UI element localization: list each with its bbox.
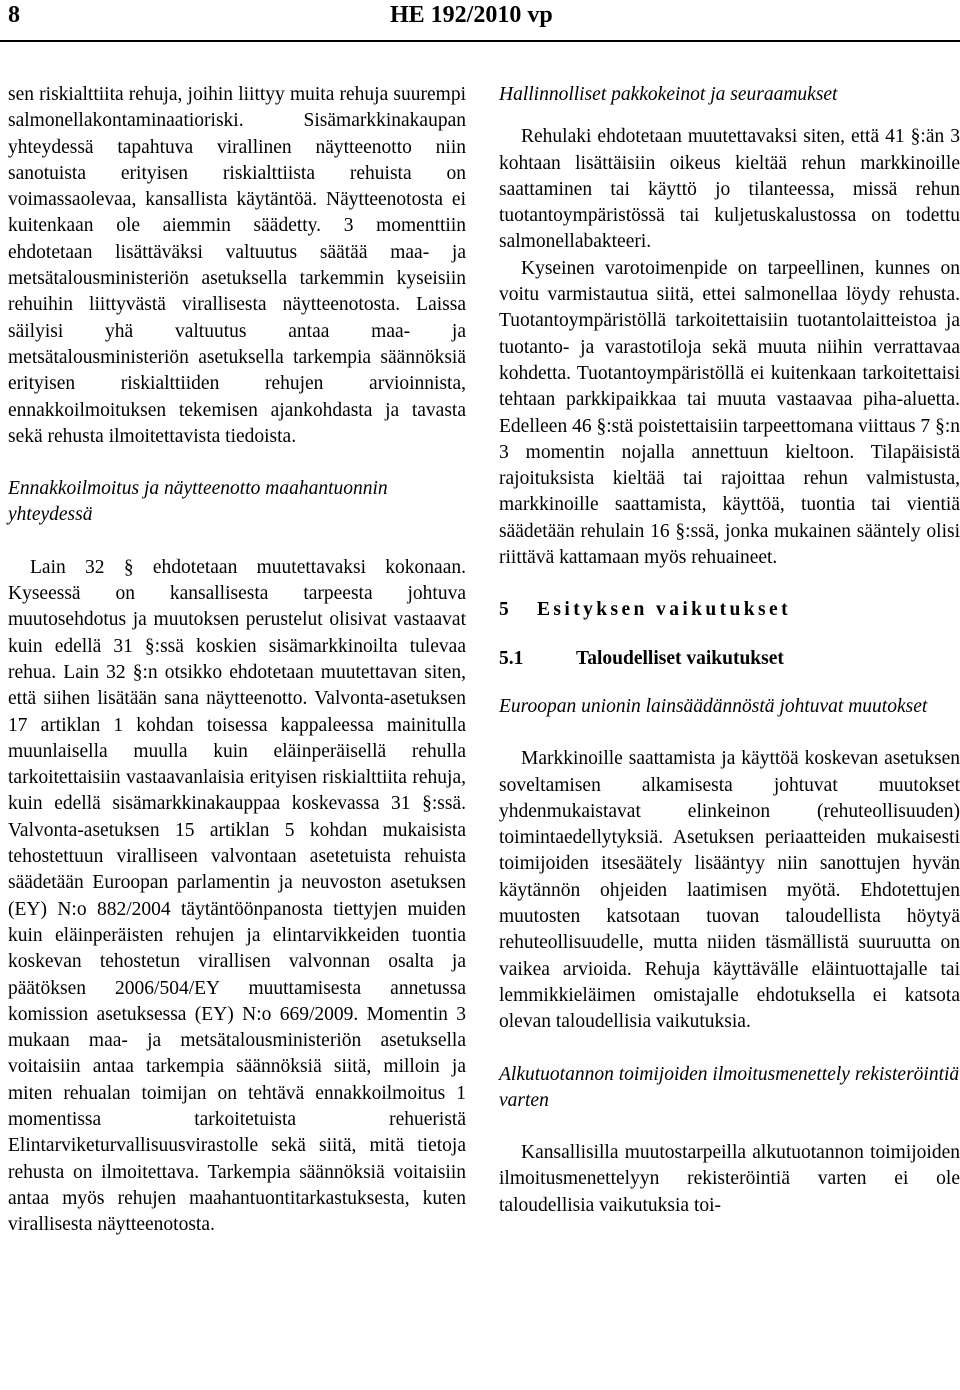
subsection-title: Taloudelliset vaikutukset (576, 647, 784, 669)
header-rule (0, 40, 960, 42)
page-number: 8 (8, 2, 20, 28)
paragraph: Rehulaki ehdotetaan muutettavaksi siten, että 41 §:än 3 kohtaan lisättäisiin oikeus kieltää rehun markkinoille saattaminen tai käyttö jo tilanteessa, missä rehun tuotantoympäristössä tai kuljetuskalustossa on todettu salmonellabakteeri. (499, 126, 960, 253)
subheading: Ennakkoilmoitus ja näytteenotto maahantuonnin yhteydessä (8, 478, 388, 526)
paragraph: Kyseinen varotoimenpide on tarpeellinen, kunnes on voitu varmistautua siitä, ettei salmonellaa löydy rehusta. Tuotantoympäristöllä tarkoitettaisiin tuotantolaitteistoa ja tuotanto- ja varastotiloja sekä muuta niihin verrattavaa kohdetta. Tuotantoympäristöllä ei kuitenkaan tarkoitettaisi tehtaan parkkipaikkaa tai muuta vastaavaa piha-aluetta. Edelleen 46 §:stä poistettaisiin tarpeettomana viittaus 7 §:n 3 momentin nojalla annettuun kieltoon. Tilapäisistä rajoituksista kieltää tai rajoittaa rehun valmistusta, markkinoille saattamista, käyttöä, tuontia tai vientiä säädetään rehulain 16 §:ssä, jonka mukainen sääntely olisi riittävä kattamaan myös rehuaineet. (499, 257, 960, 569)
paragraph: Kansallisilla muutostarpeilla alkutuotannon toimijoiden ilmoitusmenettelyyn rekisteröintiä varten ei ole taloudellisia vaikutuksia toi- (499, 1142, 960, 1216)
subheading: Euroopan unionin lainsäädännöstä johtuvat muutokset (499, 695, 928, 717)
right-column (499, 82, 960, 1219)
paragraph: Lain 32 § ehdotetaan muutettavaksi kokonaan. Kyseessä on kansallisesta tarpeesta johtuva muutosehdotus ja muutoksen perustelut olisivat vastaavat kuin edellä 31 §:ssä koskien sisämarkkinoilta tulevaa rehua. Lain 32 §:n otsikko ehdotetaan muutettavan siten, että siihen lisätään sana näytteenotto. Valvonta-asetuksen 17 artiklan 1 kohdan toisessa kappaleessa mainitulla muunlaisella muulla kuin eläinperäisellä rehulla tarkoitettaisiin vastaavanlaisia erityisen riskialttiita rehuja, kuin edellä sisämarkkinakauppaa koskevassa 31 §:ssä. Valvonta-asetuksen 15 artiklan 5 kohdan mukaisista tehostettuun viralliseen valvontaan asetetuista rehuista säädetään Euroopan parlamentin ja neuvoston asetuksen (EY) N:o 882/2004 täytäntöönpanosta tiettyjen muiden kuin eläinperäisten rehujen ja elintarvikkeiden tuontia koskevan tehostetun virallisen valvonnan osalta ja päätöksen 2006/504/EY muuttamisesta annetussa komission asetuksessa (EY) N:o 669/2009. Momentin 3 mukaan maa- ja metsätalousministeriön asetuksella voitaisiin antaa tarkempia säännöksiä siitä, milloin ja miten rehualan toimijan on tehtävä ennakkoilmoitus 1 momentissa tarkoitetuista rehueristä Elintarviketurvallisuusvirastolle sekä siitä, mitä tietoja rehusta on ilmoitettava. Tarkempia säännöksiä voitaisiin antaa myös rehujen maahantuontitarkastuksesta, kuten virallisesta näytteenotosta. (8, 556, 466, 1236)
page-header (0, 0, 960, 40)
document-id: HE 192/2010 vp (390, 2, 553, 28)
section-title: Esityksen vaikutukset (536, 599, 791, 621)
section-number: 5 (499, 599, 513, 621)
subheading: Hallinnolliset pakkokeinot ja seuraamukset (499, 84, 838, 105)
left-column (8, 82, 466, 1238)
subheading: Alkutuotannon toimijoiden ilmoitusmenettely rekisteröintiä varten (499, 1063, 960, 1111)
section-heading (499, 597, 960, 623)
subsection-number: 5.1 (499, 647, 524, 669)
paragraph: sen riskialttiita rehuja, joihin liittyy muita rehuja suurempi salmonellakontaminaatioriski. Sisämarkkinakaupan yhteydessä tapahtuva virallinen näytteenotto niin sanotuista erityisen riskialttiista rehuista on voimassaolevaa, kansallista käytäntöä. Näytteenotosta ei kuitenkaan ole aiemmin säädetty. 3 momenttiin ehdotetaan lisättäväksi valtuutus säätää maa- ja metsätalousministeriön asetuksella tarkemmin kyseisiin rehuihin liittyvästä virallisesta näytteenotosta. Laissa säilyisi yhä valtuutus antaa maa- ja metsätalousministeriön asetuksella tarkempia säännöksiä erityisen riskialttiiden rehujen arvioinnista, ennakkoilmoituksen tekemisen ajankohdasta ja tavasta sekä rehusta ilmoitettavista tiedoista. (8, 84, 466, 447)
subsection-heading (499, 646, 960, 672)
paragraph: Markkinoille saattamista ja käyttöä koskevan asetuksen soveltamisen alkamisesta johtuvat muutokset yhdenmukaistavat elinkeinon (rehuteollisuuden) toimintaedellytyksiä. Asetuksen periaatteiden mukaisesti toimijoiden itsesäätely lisääntyy niin sanottujen hyvän käytännön ohjeiden laatimisen myötä. Ehdotettujen muutosten katsotaan tuovan taloudellista höytyä rehuteollisuudelle, mutta niiden täsmällistä suuruutta on vaikea arvioida. Rehuja käyttävälle eläintuottajalle tai lemmikkieläimen omistajalle ehdotuksella ei katsota olevan taloudellisia vaikutuksia. (499, 748, 960, 1033)
